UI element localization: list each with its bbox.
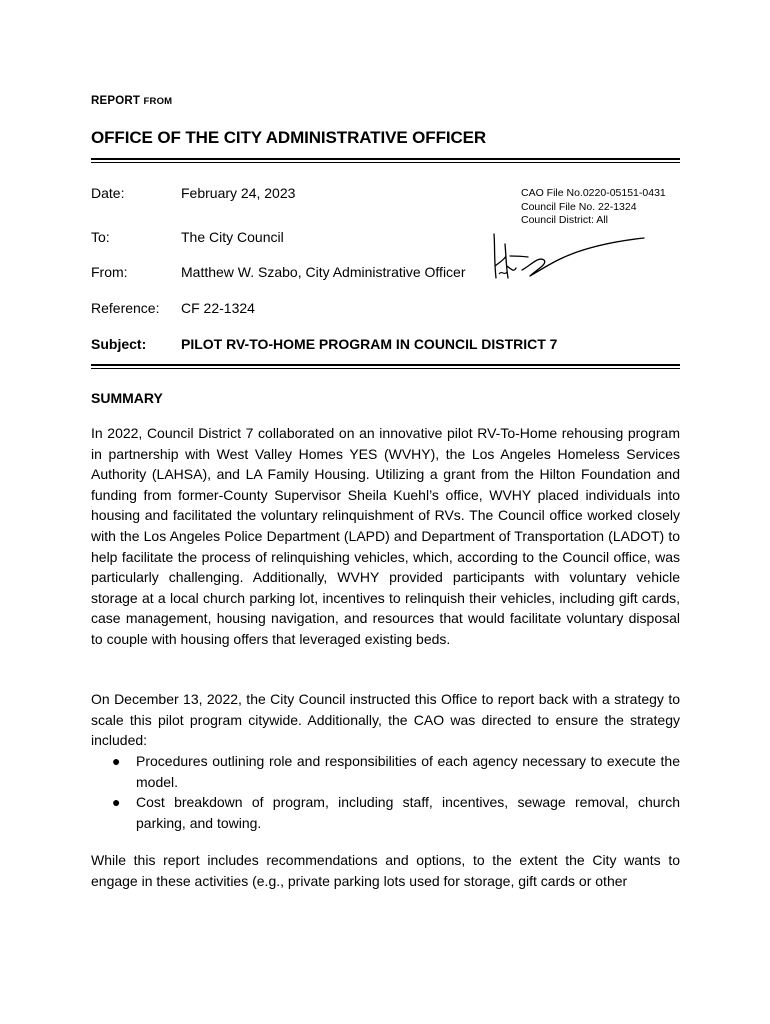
strategy-bullet-list — [91, 751, 680, 833]
list-item — [91, 792, 680, 833]
header-divider — [91, 158, 680, 163]
summary-paragraph-1: In 2022, Council District 7 collaborated on an innovative pilot RV-To-Home rehousing program in partnership with West Valley Homes YES (WVHY), the Los Angeles Homeless Services Authority (LAHSA), and LA Family Housing. Utilizing a grant from the Hilton Foundation and funding from former-County Supervisor Sheila Kuehl’s office, WVHY placed individuals into housing and facilitated the voluntary relinquishment of RVs. The Council office worked closely with the Los Angeles Police Department (LAPD) and Department of Transportation (LADOT) to help facilitate the process of relinquishing vehicles, which, according to the Council office, was particularly challenging. Additionally, WVHY provided participants with voluntary vehicle storage at a local church parking lot, incentives to relinquish their vehicles, including gift cards, case management, housing navigation, and resources that would facilitate voluntary disposal to couple with housing offers that leveraged existing beds. — [91, 425, 680, 647]
bullet-text: Cost breakdown of program, including staff, incentives, sewage removal, church parking, and towing. — [136, 794, 680, 831]
from-value: Matthew W. Szabo, City Administrative Officer — [181, 264, 466, 280]
signature-image — [488, 226, 648, 288]
bullet-icon: ● — [112, 794, 121, 811]
list-item — [91, 751, 680, 792]
office-title: OFFICE OF THE CITY ADMINISTRATIVE OFFICER — [91, 128, 487, 147]
to-value: The City Council — [181, 229, 284, 245]
to-label: To: — [91, 229, 110, 245]
summary-heading: SUMMARY — [91, 390, 163, 406]
report-from-label — [91, 95, 172, 107]
from-small-label: FROM — [143, 96, 173, 107]
date-value: February 24, 2023 — [181, 185, 296, 201]
summary-paragraph-2: On December 13, 2022, the City Council instructed this Office to report back with a strategy to scale this pilot program citywide. Additionally, the CAO was directed to ensure the strategy included: — [91, 691, 680, 749]
bullet-icon: ● — [112, 753, 121, 769]
summary-paragraph-3: While this report includes recommendations and options, to the extent the City wants to engage in these activities (e.g., private parking lots used for storage, gift cards or other — [91, 852, 680, 889]
subject-value: PILOT RV-TO-HOME PROGRAM IN COUNCIL DISTRICT 7 — [181, 336, 558, 352]
reference-value: CF 22-1324 — [181, 300, 255, 316]
file-info-block — [521, 187, 666, 228]
council-file-number: Council File No. 22-1324 — [521, 200, 637, 213]
date-label: Date: — [91, 185, 125, 201]
subject-divider — [91, 364, 680, 369]
cao-file-number: CAO File No.0220-05151-0431 — [521, 187, 666, 199]
subject-label: Subject: — [91, 336, 147, 352]
bullet-text: Procedures outlining role and responsibilities of each agency necessary to execute the model. — [136, 753, 680, 790]
report-label: REPORT — [91, 95, 144, 107]
council-district: Council District: All — [521, 214, 608, 226]
reference-label: Reference: — [91, 300, 160, 316]
from-label: From: — [91, 264, 128, 280]
